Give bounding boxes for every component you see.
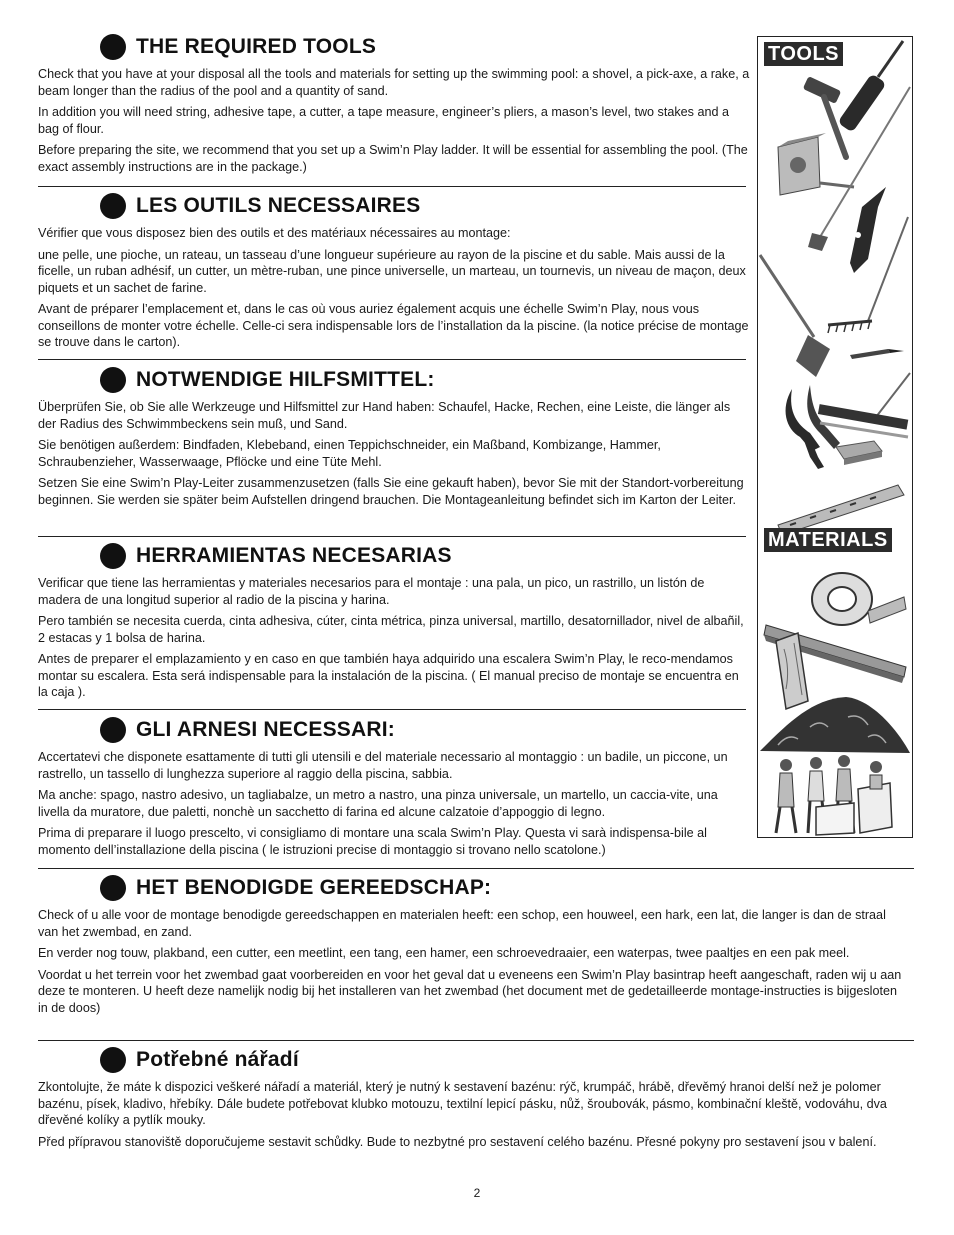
section-title: THE REQUIRED TOOLS — [136, 35, 377, 58]
paragraph: Check of u alle voor de montage benodigde gereedschappen en materialen heeft: een schop, een houweel, een hark, een lat, die langer is dan de straal van het zwembad, en zand. — [38, 908, 886, 939]
sand-pile-icon — [760, 697, 910, 753]
section-title: HERRAMIENTAS NECESARIAS — [136, 544, 452, 567]
section-heading — [38, 34, 750, 60]
paragraph: Před přípravou stanoviště doporučujeme sestavit schůdky. Bude to nezbytné pro sestavení celého bazénu. Přesné pokyny pro sestavení jsou v balení. — [38, 1134, 877, 1149]
paragraph: Zkontolujte, že máte k dispozici veškeré nářadí a materiál, který je nutný k sestavení bazénu: rýč, krumpáč, hrábě, dřevěmý hranoi delší než je polomer bazénu, písek, kladivo, hřebíky. Dále budete potřebovat klubko motouzu, textilní lepicí pásku, nůž, šroubovák, pásmo, kombinační kleště, vodováhu, dva dřevěné kolíky a pytlík mouky. — [38, 1080, 887, 1127]
section-title: LES OUTILS NECESSAIRES — [136, 194, 421, 217]
paragraph: En verder nog touw, plakband, een cutter, een meetlint, een tang, een hamer, een schroevedraaier, een waterpas, twee paaltjes en een pak meel. — [38, 946, 850, 960]
section-title: GLI ARNESI NECESSARI: — [136, 718, 395, 741]
adhesive-tape-icon — [812, 573, 906, 625]
paragraph: Before preparing the site, we recommend that you set up a Swim’n Play ladder. It will be essential for assembling the pool. (The exact assembly instructions are in the package.) — [38, 143, 748, 174]
page-number: 2 — [473, 1186, 481, 1200]
bullet-icon — [100, 193, 126, 219]
block-icon — [836, 441, 882, 465]
section-heading — [38, 875, 908, 901]
paragraph: Verificar que tiene las herramientas y materiales necesarios para el montaje : una pala, un pico, un rastrillo, un listón de madera de una longitud superior al radio de la piscina y harina. — [38, 576, 705, 607]
section-en — [38, 34, 750, 180]
paragraph: Accertatevi che disponete esattamente di tutti gli utensili e del materiale necessario al montaggio : un badile, un piccone, un rastrello, un tassello di lunghezza superiore al raggio della piscina, sabbia. — [38, 750, 728, 781]
bullet-icon — [100, 717, 126, 743]
section-de — [38, 367, 750, 513]
paragraph: Ma anche: spago, nastro adesivo, un tagliabalze, un metro a nastro, una pinza universale, un martello, un caccia-vite, una livella da muratore, due paletti, nonchè un sacchetto di farina ed alcune calzatoie d’appoggio di legno. — [38, 788, 718, 819]
section-es — [38, 543, 750, 706]
stake-icon — [850, 349, 904, 359]
paragraph: une pelle, une pioche, un rateau, un tasseau d’une longueur supérieure au rayon de la piscine et du sable. Mais aussi de la ficelle, un ruban adhésif, un cutter, un mètre-ruban, une pince universelle, un marteau, un tournevis, un niveau de maçon, deux piquets et un sachet de farine. — [38, 247, 746, 295]
tools-materials-panel — [757, 36, 913, 838]
paragraph: Vérifier que vous disposez bien des outils et des matériaux nécessaires au montage: — [38, 226, 511, 240]
divider — [38, 868, 914, 869]
section-nl — [38, 875, 908, 1021]
paragraph: Sie benötigen außerdem: Bindfaden, Klebeband, einen Teppichschneider, ein Maßband, Kombizange, Hammer, Schraubenzieher, Wasserwaage, Pflöcke und eine Tüte Mehl. — [38, 438, 661, 469]
tools-label: TOOLS — [764, 42, 843, 66]
shovel-icon — [760, 255, 830, 377]
paragraph: Check that you have at your disposal all the tools and materials for setting up the swimming pool: a shovel, a pick-axe, a rake, a beam longer than the radius of the pool and a quantity of sand. — [38, 67, 750, 98]
paragraph: In addition you will need string, adhesive tape, a cutter, a tape measure, engineer’s pliers, a mason’s level, two stakes and a bag of flour. — [38, 105, 729, 136]
bullet-icon — [100, 34, 126, 60]
section-title: HET BENODIGDE GEREEDSCHAP: — [136, 876, 492, 899]
paragraph: Überprüfen Sie, ob Sie alle Werkzeuge und Hilfsmittel zur Hand haben: Schaufel, Hacke, Rechen, eine Leiste, die länger als der Radius des Schwimmbeckens sein muß, und Sand. — [38, 400, 731, 431]
section-it — [38, 717, 750, 863]
bullet-icon — [100, 875, 126, 901]
paragraph: Setzen Sie eine Swim’n Play-Leiter zusammenzusetzen (falls Sie eine gekauft haben), bevor Sie mit der Standort-vorbereitung beginnen. Sie werden sie später beim Aufstellen dringend brauchen. Die Montageanleitung befindet sich im Karton der Leiter. — [38, 476, 744, 507]
bullet-icon — [100, 1047, 126, 1073]
workers-illustration — [776, 755, 892, 835]
section-heading — [38, 717, 750, 743]
bullet-icon — [100, 543, 126, 569]
section-title: NOTWENDIGE HILFSMITTEL: — [136, 368, 435, 391]
section-heading — [38, 1047, 908, 1073]
paragraph: Antes de preparer el emplazamiento y en caso en que también haya adquirido una escalera Swim’n Play, le reco-mendamos montar su escalera. Esta será indispensable para la instalación de la piscina. ( El manual preciso de montaje se encuentra en la caja ). — [38, 652, 739, 699]
section-heading — [38, 367, 750, 393]
bullet-icon — [100, 367, 126, 393]
cutter-icon — [850, 187, 886, 273]
broom-icon — [818, 373, 910, 437]
screwdriver-icon — [837, 41, 903, 133]
section-title: Potřebné nářadí — [136, 1048, 299, 1071]
divider — [38, 359, 746, 360]
paragraph: Prima di preparare il luogo prescelto, vi consigliamo di montare una scala Swim’n Play. Questa vi sarà indispensa-bile al momento dell’installazione della piscina ( le istruzioni precise di montaggio si trovano nello scatolone.) — [38, 826, 707, 857]
section-heading — [38, 543, 750, 569]
divider — [38, 1040, 914, 1041]
divider — [38, 709, 746, 710]
paragraph: Pero también se necesita cuerda, cinta adhesiva, cúter, cinta métrica, pinza universal, martillo, desatornillador, nivel de albañil, 2 estacas y 1 bolsa de harina. — [38, 614, 744, 645]
paragraph: Avant de préparer l’emplacement et, dans le cas où vous auriez également acquis une échelle Swim’n Play, nous vous conseillons de monter votre échelle. Celle-ci sera indispensable lors de l’installation da la piscine. (la notice précise de montage se trouve dans le carton). — [38, 302, 749, 349]
paragraph: Voordat u het terrein voor het zwembad gaat voorbereiden en voor het geval dat u eveneens een Swim’n Play basintrap heeft aangeschaft, raden wij u aan deze te monteren. U heeft deze namelijk nodig bij het installeren van het zwembad (het document met de gedetailleerde montage-instructies is bijgesloten in de doos) — [38, 967, 902, 1015]
divider — [38, 536, 746, 537]
section-cs — [38, 1047, 908, 1155]
section-fr — [38, 193, 750, 356]
pliers-icon — [786, 385, 840, 469]
tools-illustrations — [758, 37, 912, 837]
materials-label: MATERIALS — [764, 528, 892, 552]
divider — [38, 186, 746, 187]
section-heading — [38, 193, 750, 219]
